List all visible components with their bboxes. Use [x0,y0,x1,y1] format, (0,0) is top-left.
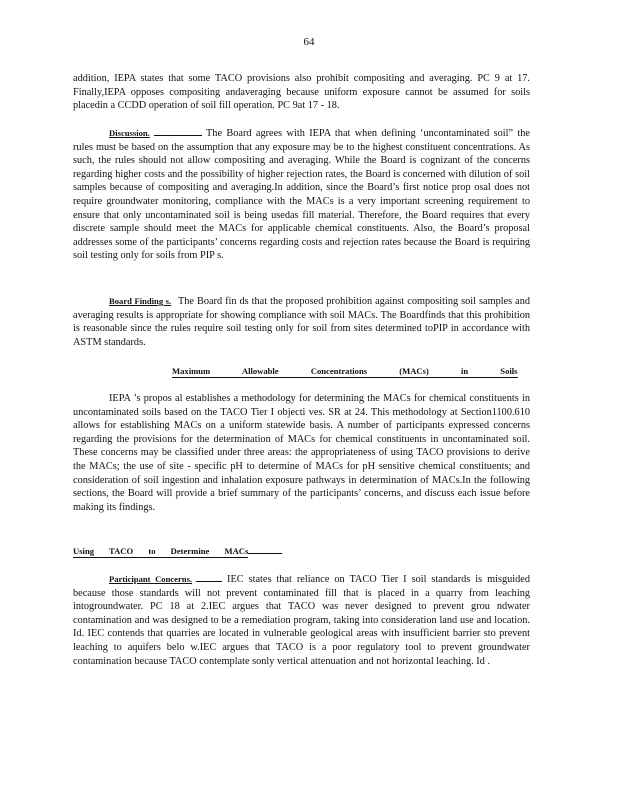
board-finding-paragraph [73,295,530,349]
participant-concerns-text: IEC states that reliance on TACO Tier I soil standards is misguided because those standards will not prevent contaminated fill that is placed in a quarry from leaching intogroundwater. PC 18 at 2.IEC argues that TACO was never designed to prevent grou ndwater contamination and was designed to be a remediation program, taking into consideration land use and location. Id. IEC contends that quarries are located in vulnerable geological areas with insufficient barrier sto prevent leaching to aquifers belo w.IEC argues that TACO is a poor regulatory tool to prevent groundwater contamination because TACO contemplate sonly vertical attenuation and not horizontal leaching. Id . [73,574,531,667]
macs-text: IEPA ’s propos al establishes a methodology for determining the MACs for chemical constituents in uncontaminated soils based on the TACO Tier I objecti ves. SR at 24. This methodology at Section1100.610 allows for establishing MACs on a uniform statewide basis. A number of participants expressed concerns regarding the provisions for the determination of MACs for chemical constituents in uncontaminated soil. These concerns may be classified under three areas: the appropriateness of using TACO provisions to derive the MACs; the use of site - specific pH to determine of MACs for pH sensitive chemical constituents; and consideration of soil ingestion and inhalation exposure pathways in determination of MACs.In the following sections, the Board will provide a brief summary of the participants’ concerns, and discuss each issue before making its findings. [73,393,530,513]
page-number: 64 [303,36,315,48]
discussion-paragraph [73,127,530,263]
macs-paragraph [73,392,530,514]
discussion-text: The Board agrees with IEPA that when defining ‘uncontaminated soil” the rules must be based on the assumption that any exposure may be to the highest constituent concentrations. As such, the rules should not allow compositing and averaging. While the Board is cognizant of the concerns regarding higher costs and the possibility of higher rejection rates, the Board is concerned with dilution of soil samples because of compositing and averaging.In addition, since the Board’s first notice prop osal does not require groundwater monitoring, compliance with the MACs is a very important screening requirement to ensure that only uncontaminated soil is being usedas fill material. Therefore, the Board requires that every discrete sample should meet the MACs for applicable chemical constituents. Also, the Board’s proposal addresses some of the participants’ concerns regarding costs and rejection rates because the Board is requiring soil testing only for soils from PIP s. [73,128,530,262]
discussion-label: Discussion. [109,128,150,138]
participant-concerns-paragraph [73,573,530,668]
board-finding-label: Board Finding s. [109,296,172,306]
participant-concerns-label: Participant Concerns. [109,574,193,584]
intro-paragraph: addition, IEPA states that some TACO provisions also prohibit compositing and averaging. PC 9 at 17. Finally,IEPA opposes compositing andaveraging because uniform exposure cannot be assumed for soils placedin a CCDD operation of soil fill operation. PC 9at 17 - 18. [73,73,530,112]
board-finding-text: The Board fin ds that the proposed prohibition against compositing soil samples and averaging results is appropriate for showing compliance with soil MACs. The Boardfinds that this prohibition is reasonable since the rules require soil testing only for soil from sites determined toPIP in accordance with ASTM standards. [73,296,531,348]
subheading: Using TACO to Determine MACs [73,546,282,556]
section-heading: Maximum Allowable Concentrations (MACs) in Soils [172,366,518,376]
